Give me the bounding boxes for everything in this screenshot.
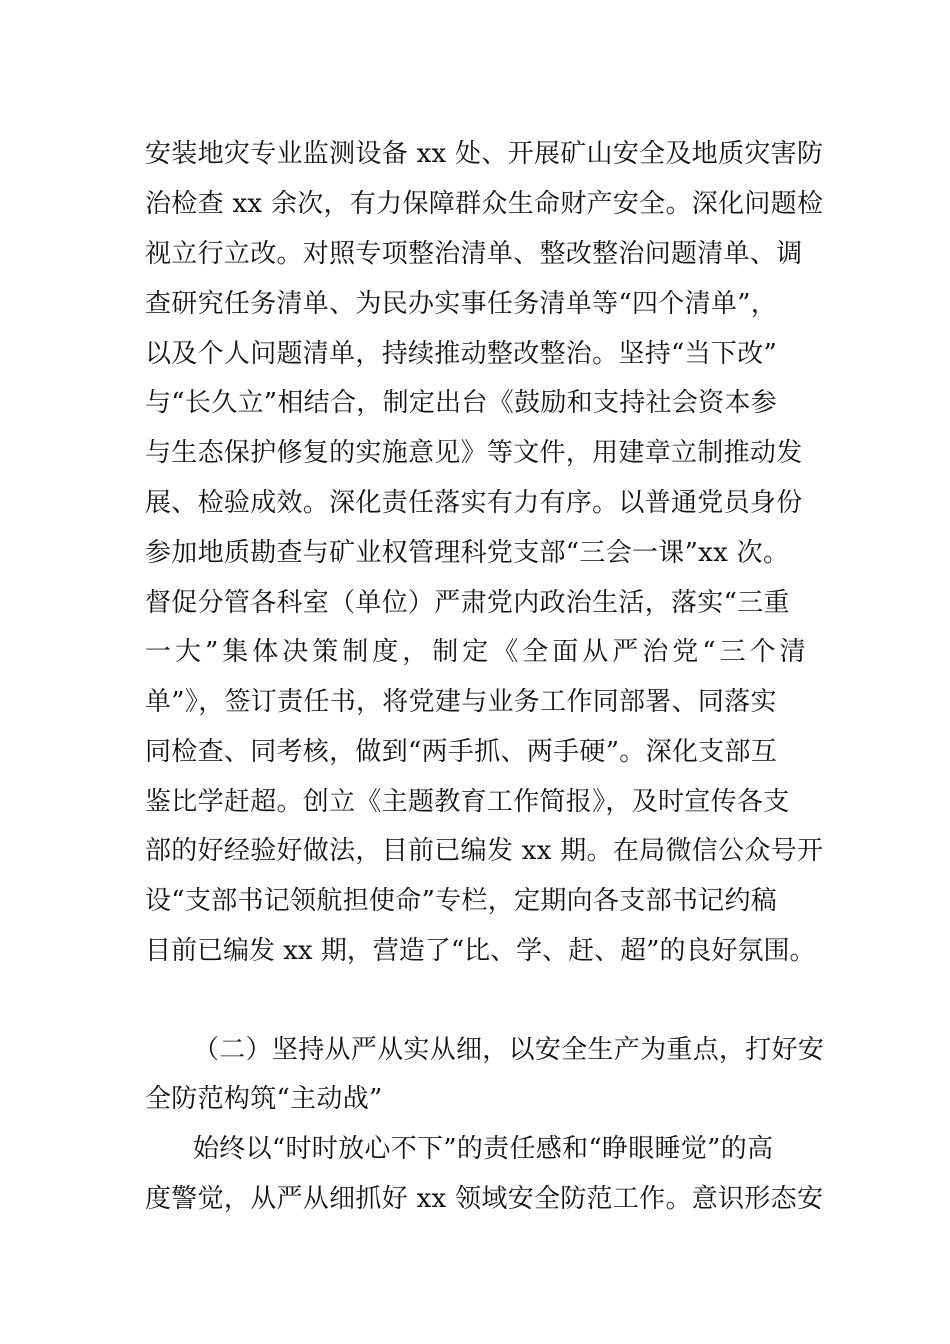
paragraph-1-line-14: 鉴比学赶超。创立《主题教育工作简报》，及时宣传各支 [145,787,790,817]
paragraph-1-line-8: 展、检验成效。深化责任落实有力有序。以普通党员身份 [145,488,803,518]
paragraph-1-line-16: 设“支部书记领航担使命”专栏，定期向各支部书记约稿 [145,886,778,916]
paragraph-1-line-11: 一大”集体决策制度，制定《全面从严治党“三个清 [145,637,810,667]
paragraph-1-line-1: 安装地灾专业监测设备 xx 处、开展矿山安全及地质灾害防 [145,139,824,169]
paragraph-2-line-2: 度警觉，从严从细抓好 xx 领域安全防范工作。意识形态安 [145,1184,824,1214]
section-heading-line-2: 全防范构筑“主动战” [145,1084,383,1114]
section-heading-line-1: （二）坚持从严从实从细，以安全生产为重点，打好安 [193,1035,825,1065]
paragraph-2-line-1: 始终以“时时放心不下”的责任感和“睁眼睡觉”的高 [193,1134,774,1164]
paragraph-1-line-5: 以及个人问题清单，持续推动整改整治。坚持“当下改” [145,339,778,369]
paragraph-1-line-13: 同检查、同考核，做到“两手抓、两手硬”。深化支部互 [145,737,778,767]
paragraph-1-line-10: 督促分管各科室（单位）严肃党内政治生活，落实“三重 [145,588,790,618]
paragraph-1-line-7: 与生态保护修复的实施意见》等文件，用建章立制推动发 [145,438,803,468]
paragraph-1-line-17: 目前已编发 xx 期，营造了“比、学、赶、超”的良好氛围。 [145,936,816,966]
paragraph-1-line-2: 治检查 xx 余次，有力保障群众生命财产安全。深化问题检 [145,189,824,219]
paragraph-1-line-3: 视立行立改。对照专项整治清单、整改整治问题清单、调 [145,239,803,269]
paragraph-1-line-12: 单”》，签订责任书，将党建与业务工作同部署、同落实 [145,687,777,717]
paragraph-1-line-15: 部的好经验好做法，目前已编发 xx 期。在局微信公众号开 [145,836,824,866]
paragraph-1-line-9: 参加地质勘查与矿业权管理科党支部“三会一课”xx 次。 [145,538,790,568]
paragraph-1-line-6: 与“长久立”相结合，制定出台《鼓励和支持社会资本参 [145,388,778,418]
paragraph-1-line-4: 查研究任务清单、为民办实事任务清单等“四个清单”， [145,289,778,319]
